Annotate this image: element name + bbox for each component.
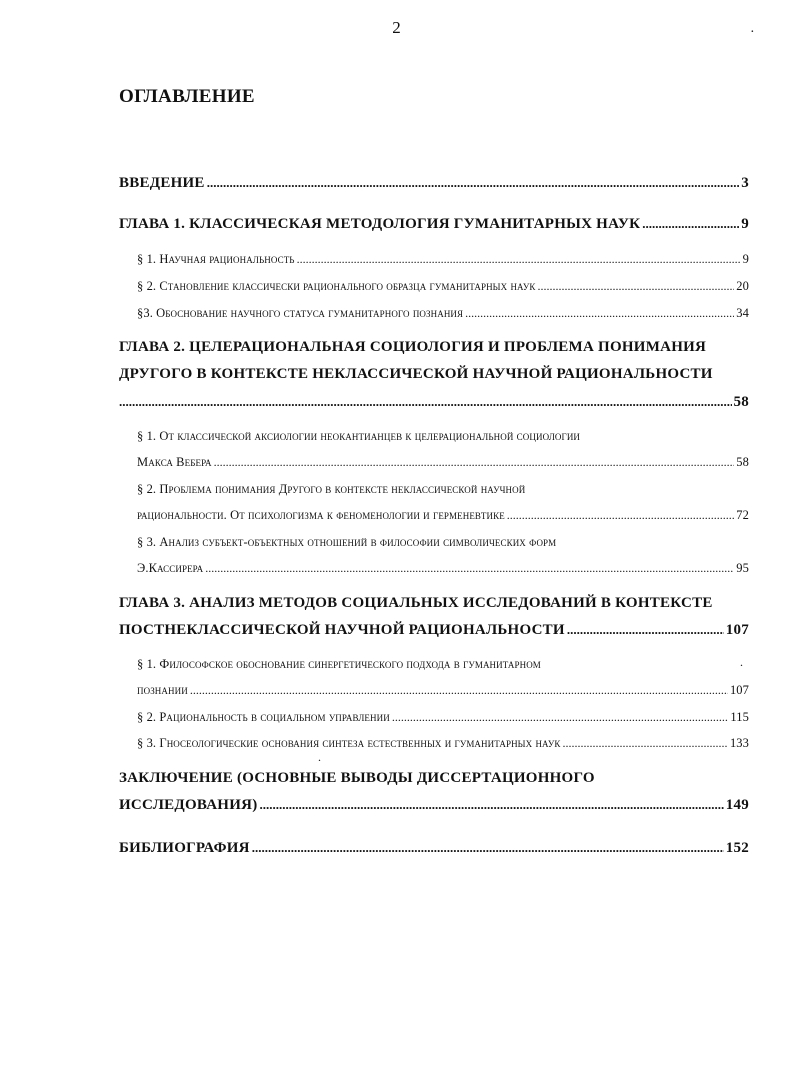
toc-entry-section-2-3-line1[interactable] [137,535,749,550]
toc-entry-title: § 3. Гносеологические основания синтеза естественных и гуманитарных наук [137,736,561,750]
toc-entry-title: § 2. Становление классически рационального образца гуманитарных наук [137,279,536,293]
toc-entry-section-3-1-line1[interactable] [137,657,749,672]
toc-entry-title: § 2. Рациональность в социальном управлении [137,710,390,724]
toc-entry-bibliography[interactable] [119,840,749,857]
dot-leader [562,736,728,751]
toc-entry-title: рациональности. От психологизма к феноменологии и герменевтике [137,508,505,522]
scan-speck: · [750,25,755,40]
toc-page-number: 34 [736,306,749,320]
dot-leader [119,394,732,411]
dot-leader [214,455,735,470]
toc-entry-section-1-3[interactable] [137,306,749,321]
toc-entry-title: БИБЛИОГРАФИЯ [119,840,250,856]
toc-page-number: 107 [725,622,749,638]
toc-entry-section-3-2[interactable] [137,710,749,725]
toc-entry-title: Э.Кассирера [137,561,204,575]
toc-entry-title: ПОСТНЕКЛАССИЧЕСКОЙ НАУЧНОЙ РАЦИОНАЛЬНОСТИ [119,622,565,638]
toc-entry-title: познании [137,683,188,697]
toc-entry-chapter-2-leader[interactable] [119,394,749,411]
toc-page-number: 149 [725,797,749,813]
dot-leader [190,683,728,698]
toc-entry-chapter-3-line2[interactable] [119,622,749,639]
toc-page-number: 3 [741,175,749,191]
toc-page-number: 58 [736,455,749,469]
dot-leader [507,508,735,523]
scan-speck: . [740,655,743,669]
page-number: 2 [392,18,401,37]
toc-page-number: 107 [729,683,749,697]
toc-entry-chapter-2-line1[interactable] [119,339,749,356]
toc-entry-title: § 1. Философское обоснование синергетического подхода в гуманитарном [137,657,541,671]
toc-entry-conclusion-line2[interactable] [119,797,749,814]
dot-leader [465,306,734,321]
toc-entry-title: ГЛАВА 3. АНАЛИЗ МЕТОДОВ СОЦИАЛЬНЫХ ИССЛЕДОВАНИЙ В КОНТЕКСТЕ [119,595,713,611]
dot-leader [642,216,739,233]
toc-entry-section-1-2[interactable] [137,279,749,294]
dot-leader [205,561,734,576]
toc-page-number: 72 [736,508,749,522]
toc-entry-intro[interactable] [119,175,749,192]
toc-entry-title: §3. Обоснование научного статуса гуманитарного познания [137,306,464,320]
toc-entry-section-2-2-line1[interactable] [137,482,749,497]
toc-page-number: 20 [736,279,749,293]
toc-entry-title: ИССЛЕДОВАНИЯ) [119,797,258,813]
toc-page-number: 115 [730,710,749,724]
toc-entry-title: § 1. Научная рациональность [137,252,295,266]
dot-leader [259,797,723,814]
toc-entry-title: § 2. Проблема понимания Другого в контексте неклассической научной [137,482,526,496]
dot-leader [537,279,734,294]
toc-page-number: 133 [729,736,749,750]
toc-page-number: 9 [741,216,749,232]
toc-entry-title: ГЛАВА 2. ЦЕЛЕРАЦИОНАЛЬНАЯ СОЦИОЛОГИЯ И ПРОБЛЕМА ПОНИМАНИЯ [119,339,707,355]
toc-entry-conclusion-line1[interactable] [119,770,749,787]
toc-entry-chapter-2-line2[interactable] [119,366,749,383]
toc-entry-chapter-1[interactable] [119,216,749,233]
toc-entry-section-3-1-line2[interactable] [137,683,749,698]
toc-entry-section-2-3-line2[interactable] [137,561,749,576]
toc-entry-title: § 1. От классической аксиологии неокантианцев к целерациональной социологии [137,429,581,443]
toc-entry-title: ЗАКЛЮЧЕНИЕ (ОСНОВНЫЕ ВЫВОДЫ ДИССЕРТАЦИОННОГО [119,770,595,786]
toc-entry-title: ДРУГОГО В КОНТЕКСТЕ НЕКЛАССИЧЕСКОЙ НАУЧНОЙ РАЦИОНАЛЬНОСТИ [119,366,713,382]
toc-entry-title: ГЛАВА 1. КЛАССИЧЕСКАЯ МЕТОДОЛОГИЯ ГУМАНИТАРНЫХ НАУК [119,216,641,232]
toc-entry-chapter-3-line1[interactable] [119,595,749,612]
toc-page-number: 9 [742,252,749,266]
dot-leader [297,252,741,267]
toc-entry-title: ВВЕДЕНИЕ [119,175,205,191]
toc-entry-section-1-1[interactable] [137,252,749,267]
toc-entry-section-2-2-line2[interactable] [137,508,749,523]
toc-entry-section-2-1-line2[interactable] [137,455,749,470]
toc-entry-title: § 3. Анализ субъект-объектных отношений в философии символических форм [137,535,557,549]
toc-entry-title: Макса Вебера [137,455,212,469]
toc-page-number: 58 [733,394,749,410]
toc-entry-section-2-1-line1[interactable] [137,429,749,444]
dot-leader [207,175,740,192]
toc-heading: ОГЛАВЛЕНИЕ [119,86,255,107]
toc-page-number: 152 [725,840,749,856]
dot-leader [567,622,724,639]
dot-leader [252,840,724,857]
toc-entry-section-3-3[interactable] [137,736,749,751]
dot-leader [392,710,729,725]
toc-page-number: 95 [736,561,749,575]
scan-speck: . [318,750,321,764]
